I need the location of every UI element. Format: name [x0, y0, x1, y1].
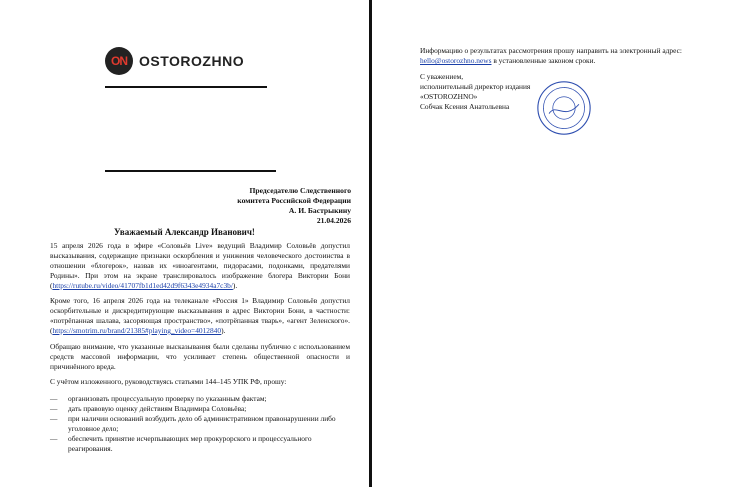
redaction-bar-1 — [105, 86, 267, 88]
addressee-line-1: Председателю Следственного — [249, 186, 351, 195]
logo-badge: ON — [105, 47, 133, 75]
letter-date: 21.04.2026 — [316, 216, 351, 225]
publication-logo — [105, 47, 244, 75]
requests-list — [50, 394, 350, 454]
email-link[interactable]: hello@ostorozhno.news — [420, 56, 492, 65]
rutube-link[interactable]: https://rutube.ru/video/41707fb1d1ed42d9f6343e4934a7c3b/ — [52, 281, 233, 290]
signer-position-2: «OSTOROZHNO» — [420, 92, 478, 101]
list-item: — обеспечить принятие исчерпывающих мер прокурорского и процессуального реагирования. — [50, 434, 312, 453]
addressee-block — [237, 186, 351, 226]
paragraph-4: С учётом изложенного, руководствуясь статьями 144–145 УПК РФ, прошу: — [50, 377, 287, 386]
list-item: — при наличии оснований возбудить дело об административном правонарушении либо уголовное дело; — [50, 414, 336, 433]
signer-name: Собчак Ксения Анатольевна — [420, 102, 510, 111]
logo-name: OSTOROZHNO — [139, 53, 245, 69]
list-item: — дать правовую оценку действиям Владимира Соловьёва; — [50, 404, 247, 413]
paragraph-2: Кроме того, 16 апреля 2026 года на телеканале «Россия 1» Владимир Соловьёв допустил оскорбительные и дискредитирующие высказывания в адрес Виктории Бони, в частности: «потрёпанная шалава, засоряющая пространство», «потрёпанная тварь», «агент Зеленского». (https://smotrim.ru/brand/21385#playing_video=4012840). — [50, 296, 350, 335]
letter-page-2 — [372, 0, 744, 487]
signer-position-1: исполнительный директор издания — [420, 82, 531, 91]
seal-stamp-icon — [536, 80, 592, 136]
list-item: — организовать процессуальную проверку по указанным фактам; — [50, 394, 267, 403]
paragraph-3: Обращаю внимание, что указанные высказывания были сделаны публично с использованием средств массовой информации, что усиливает степень общественной опасности и причинённого вреда. — [50, 342, 350, 371]
paragraph-1: 15 апреля 2026 года в эфире «Соловьёв Live» ведущий Владимир Соловьёв допустил высказывания, содержащие признаки оскорбления и унижения человеческого достоинства в отношении «блогерок», назвав их «иноагентами, пидорасами, подонками, предателями Родины». При этом на экране транслировалось изображение блогера Виктории Бони (https://rutube.ru/video/41707fb1d1ed42d9f6343e4934a7c3b/). — [50, 241, 350, 290]
smotrim-link[interactable]: https://smotrim.ru/brand/21385#playing_video=4012840 — [52, 326, 222, 335]
redaction-bar-2 — [105, 170, 276, 172]
addressee-line-2: комитета Российской Федерации — [237, 196, 351, 205]
reply-request: Информацию о результатах рассмотрения прошу направить на электронный адрес: hello@ostorozhno.news в установленные законом сроки. — [420, 46, 682, 65]
addressee-line-3: А. И. Бастрыкину — [288, 206, 351, 215]
regards: С уважением, — [420, 72, 464, 81]
greeting: Уважаемый Александр Иванович! — [114, 227, 255, 237]
letter-page-1 — [0, 0, 369, 487]
